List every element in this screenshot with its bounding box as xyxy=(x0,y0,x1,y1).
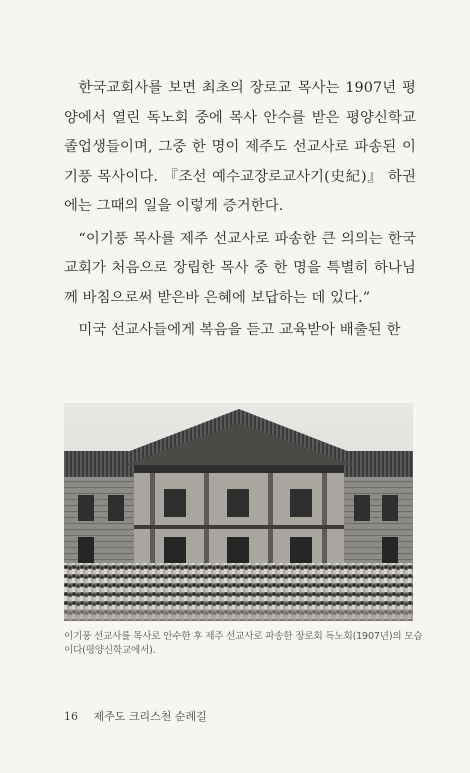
paragraph-2: “이기풍 목사를 제주 선교사로 파송한 큰 의의는 한국 교회가 처음으로 장립한 목사 중 한 명을 특별히 하나님께 바침으로써 받은바 은혜에 보답하는 데 있다.” xyxy=(64,230,416,306)
body-text xyxy=(64,74,416,349)
paragraph-1: 한국교회사를 보면 최초의 장로교 목사는 1907년 평양에서 열린 독노회 중에 목사 안수를 받은 평양신학교 졸업생들이며, 그중 한 명이 제주도 선교사로 파송된 이기풍 목사이다. 『조선 예수교장로교사기(史紀)』 하권에는 그때의 일을 이렇게 증거한다. xyxy=(64,80,416,214)
photo-caption: 이기풍 선교사를 목사로 안수한 후 제주 선교사로 파송한 장로회 독노회(1907년)의 모습이다(평양신학교에서). xyxy=(64,631,423,656)
page-footer xyxy=(64,708,207,724)
paragraph-3: 미국 선교사들에게 복음을 듣고 교육받아 배출된 한 xyxy=(78,322,401,338)
book-title: 제주도 크리스천 순례길 xyxy=(93,710,207,723)
historical-photo xyxy=(64,403,413,621)
page-number: 16 xyxy=(64,710,78,723)
